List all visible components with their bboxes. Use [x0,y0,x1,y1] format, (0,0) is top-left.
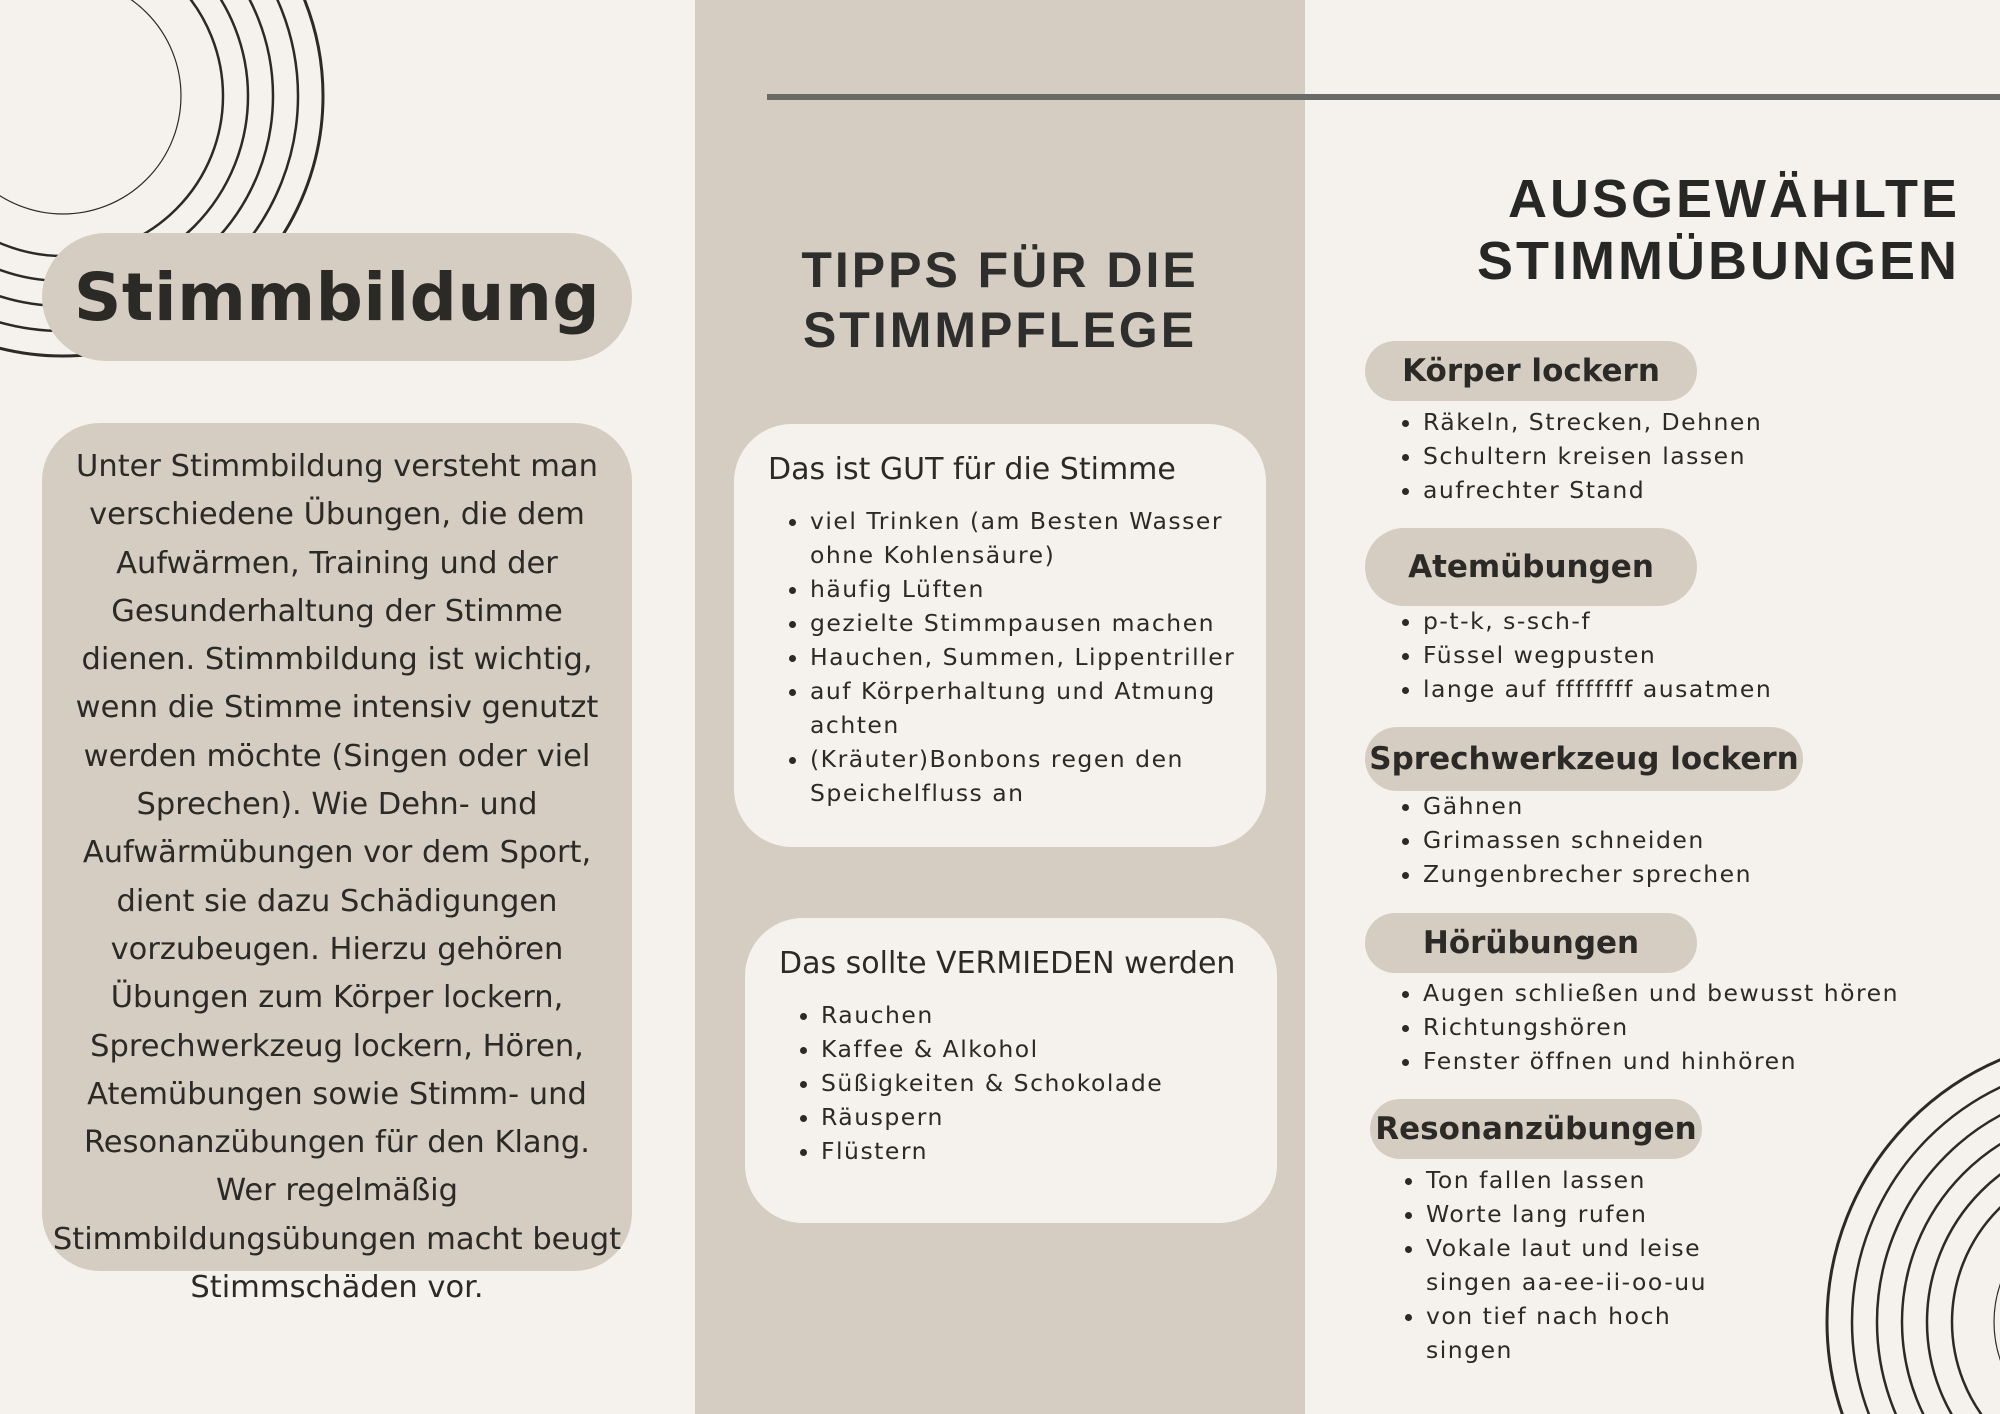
page-title: Stimmbildung [73,258,601,336]
list-item: • gezielte Stimmpausen machen [810,606,1240,640]
good-for-voice-card [734,424,1266,847]
list-item: • Augen schließen und bewusst hören [1423,976,1899,1010]
list-item: • Räuspern [821,1100,1251,1134]
intro-text: Unter Stimmbildung versteht man verschiedene Übungen, die dem Aufwärmen, Training und der Gesunderhaltung der Stimme dienen. Stimmbildung ist wichtig, wenn die Stimme intensiv genutzt werden möchte (Singen oder viel Sprechen). Wie Dehn- und Aufwärmübungen vor dem Sport, dient sie dazu Schädigungen vorzubeugen. Hierzu gehören Übungen zum Körper lockern, Sprechwerkzeug lockern, Hören, Atemübungen sowie Stimm- und Resonanzübungen für den Klang. Wer regelmäßig Stimmbildungsübungen macht beugt Stimmschäden vor. [52,449,622,1306]
list-item: • Richtungshören [1423,1010,1899,1044]
list-item: • Hauchen, Summen, Lippentriller [810,640,1240,674]
good-list [768,504,1240,810]
good-heading: Das ist GUT für die Stimme [768,452,1176,487]
list-item: • auf Körperhaltung und Atmung achten [810,674,1240,742]
list-item: • aufrechter Stand [1423,473,1762,507]
avoid-card [745,918,1277,1223]
section-heading: Hörübungen [1422,925,1640,961]
list-item: • Rauchen [821,998,1251,1032]
list-item: • Zungenbrecher sprechen [1423,857,1752,891]
section-pill-hoer [1365,913,1697,973]
list-item: • Grimassen schneiden [1423,823,1752,857]
section-heading: Körper lockern [1402,353,1660,389]
tips-title [695,240,1305,360]
list-item: • Füssel wegpusten [1423,638,1772,672]
list-item: • Flüstern [821,1134,1251,1168]
avoid-list [779,998,1251,1168]
section-heading: Resonanzübungen [1375,1111,1697,1147]
section-list-koerper [1388,405,1762,507]
title-pill [42,233,632,361]
section-list-sprechwerkzeug [1388,789,1752,891]
avoid-heading: Das sollte VERMIEDEN werden [779,946,1236,981]
list-item: • Kaffee & Alkohol [821,1032,1251,1066]
list-item: • lange auf ffffffff ausatmen [1423,672,1772,706]
intro-card [42,423,632,1306]
list-item: • Worte lang rufen [1426,1197,1766,1231]
exercises-title-line2: STIMMÜBUNGEN [1477,231,1960,291]
list-item: • Vokale laut und leise singen aa-ee-ii-oo-uu [1426,1231,1766,1299]
section-pill-koerper [1365,341,1697,401]
section-pill-atem [1365,528,1697,606]
tips-title-line2: STIMMPFLEGE [802,302,1198,358]
section-list-atem [1388,604,1772,706]
exercises-title-line1: AUSGEWÄHLTE [1508,169,1960,229]
list-item: • Süßigkeiten & Schokolade [821,1066,1251,1100]
tips-title-line1: TIPPS FÜR DIE [801,242,1199,298]
top-divider-line [767,94,2000,100]
list-item: • Ton fallen lassen [1426,1163,1766,1197]
list-item: • häufig Lüften [810,572,1240,606]
list-item: • Schultern kreisen lassen [1423,439,1762,473]
section-pill-sprechwerkzeug [1365,727,1803,791]
list-item: • Gähnen [1423,789,1752,823]
section-heading: Atemübungen [1408,549,1654,585]
exercises-title [1300,168,1960,292]
section-list-resonanz [1391,1163,1766,1367]
list-item: • p-t-k, s-sch-f [1423,604,1772,638]
list-item: • von tief nach hoch singen [1426,1299,1766,1367]
list-item: • viel Trinken (am Besten Wasser ohne Kohlensäure) [810,504,1240,572]
list-item: • (Kräuter)Bonbons regen den Speichelfluss an [810,742,1240,810]
section-list-hoer [1388,976,1899,1078]
list-item: • Fenster öffnen und hinhören [1423,1044,1899,1078]
list-item: • Räkeln, Strecken, Dehnen [1423,405,1762,439]
section-pill-resonanz [1370,1099,1702,1159]
section-heading: Sprechwerkzeug lockern [1369,741,1799,777]
